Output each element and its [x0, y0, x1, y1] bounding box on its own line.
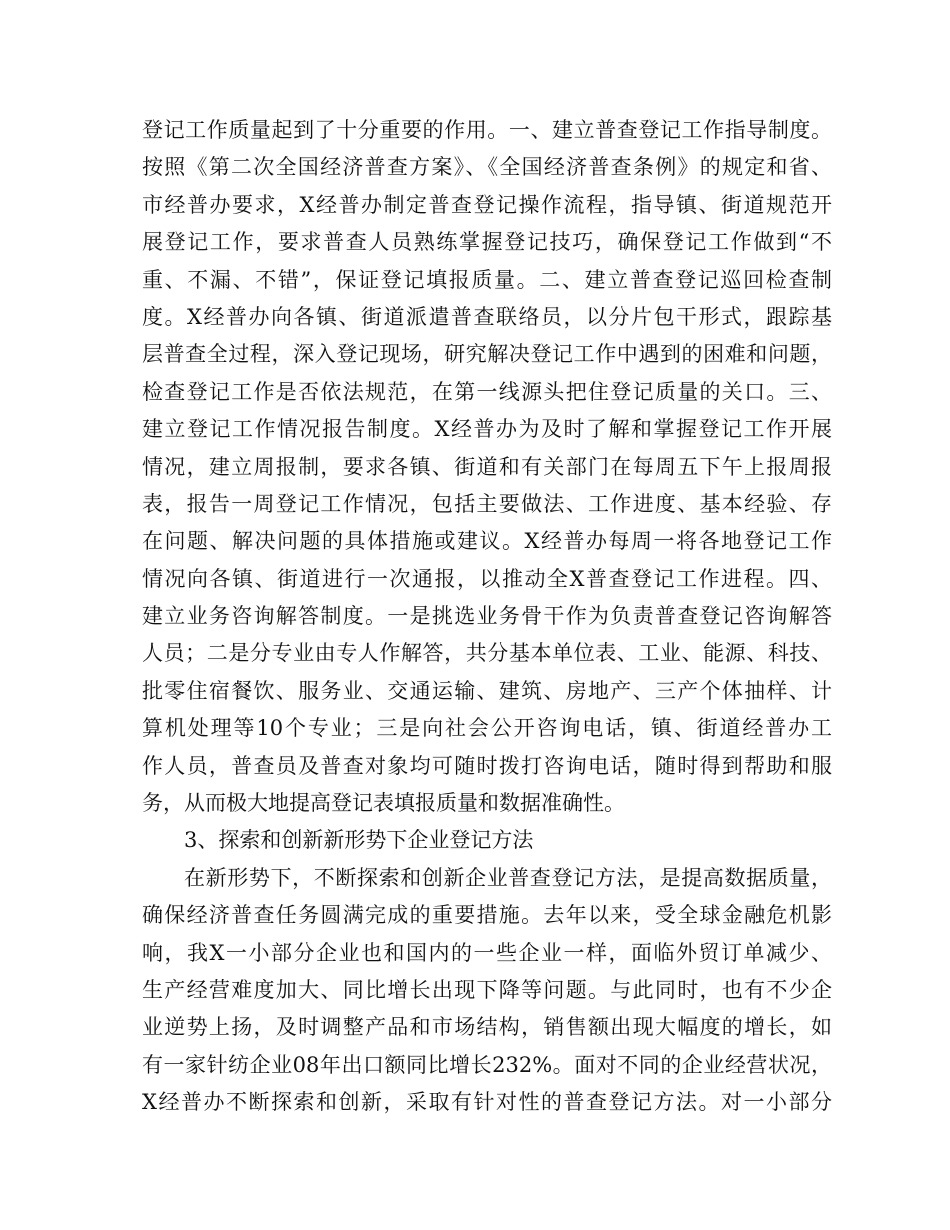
text-line: 响，我X一小部分企业也和国内的一些企业一样，面临外贸订单减少、: [142, 940, 832, 965]
text-line: 市经普办要求，X经普办制定普查登记操作流程，指导镇、街道规范开: [142, 192, 832, 217]
text-line: 在新形势下，不断探索和创新企业普查登记方法，是提高数据质量，: [184, 865, 832, 890]
text-line: 建立登记工作情况报告制度。X经普办为及时了解和掌握登记工作开展: [142, 417, 832, 442]
text-line: 情况向各镇、街道进行一次通报，以推动全X普查登记工作进程。四、: [142, 566, 832, 591]
text-line: 在问题、解决问题的具体措施或建议。X经普办每周一将各地登记工作: [142, 529, 832, 554]
text-line: 业逆势上扬，及时调整产品和市场结构，销售额出现大幅度的增长，如: [142, 1015, 832, 1040]
text-line: 批零住宿餐饮、服务业、交通运输、建筑、房地产、三产个体抽样、计: [142, 678, 832, 703]
text-line: 按照《第二次全国经济普查方案》、《全国经济普查条例》的规定和省、: [142, 155, 832, 180]
text-line: 确保经济普查任务圆满完成的重要措施。去年以来，受全球金融危机影: [142, 903, 832, 928]
text-line: 算机处理等10个专业；三是向社会公开咨询电话，镇、街道经普办工: [142, 716, 832, 741]
text-line: 作人员，普查员及普查对象均可随时拨打咨询电话，随时得到帮助和服: [142, 753, 832, 778]
text-line: 人员；二是分专业由专人作解答，共分基本单位表、工业、能源、科技、: [142, 641, 832, 666]
text-line: 层普查全过程，深入登记现场，研究解决登记工作中遇到的困难和问题，: [142, 342, 832, 367]
text-line: X经普办不断探索和创新，采取有针对性的普查登记方法。对一小部分: [142, 1090, 832, 1115]
text-line: 情况，建立周报制，要求各镇、街道和有关部门在每周五下午上报周报: [142, 454, 832, 479]
text-line: 表，报告一周登记工作情况，包括主要做法、工作进度、基本经验、存: [142, 491, 832, 516]
text-line: 重、不漏、不错”，保证登记填报质量。二、建立普查登记巡回检查制: [142, 267, 832, 292]
section-heading: 3、探索和创新新形势下企业登记方法: [184, 828, 534, 853]
text-line: 务，从而极大地提高登记表填报质量和数据准确性。: [142, 791, 625, 816]
text-line: 有一家针纺企业08年出口额同比增长232%。面对不同的企业经营状况，: [142, 1052, 832, 1077]
text-line: 展登记工作，要求普查人员熟练掌握登记技巧，确保登记工作做到“不: [142, 230, 832, 255]
text-line: 建立业务咨询解答制度。一是挑选业务骨干作为负责普查登记咨询解答: [142, 604, 832, 629]
text-line: 生产经营难度加大、同比增长出现下降等问题。与此同时，也有不少企: [142, 977, 832, 1002]
body-text: [142, 112, 832, 1122]
text-line: 登记工作质量起到了十分重要的作用。一、建立普查登记工作指导制度。: [142, 118, 832, 142]
text-line: 度。X经普办向各镇、街道派遣普查联络员，以分片包干形式，跟踪基: [142, 304, 832, 329]
text-line: 检查登记工作是否依法规范，在第一线源头把住登记质量的关口。三、: [142, 379, 832, 404]
